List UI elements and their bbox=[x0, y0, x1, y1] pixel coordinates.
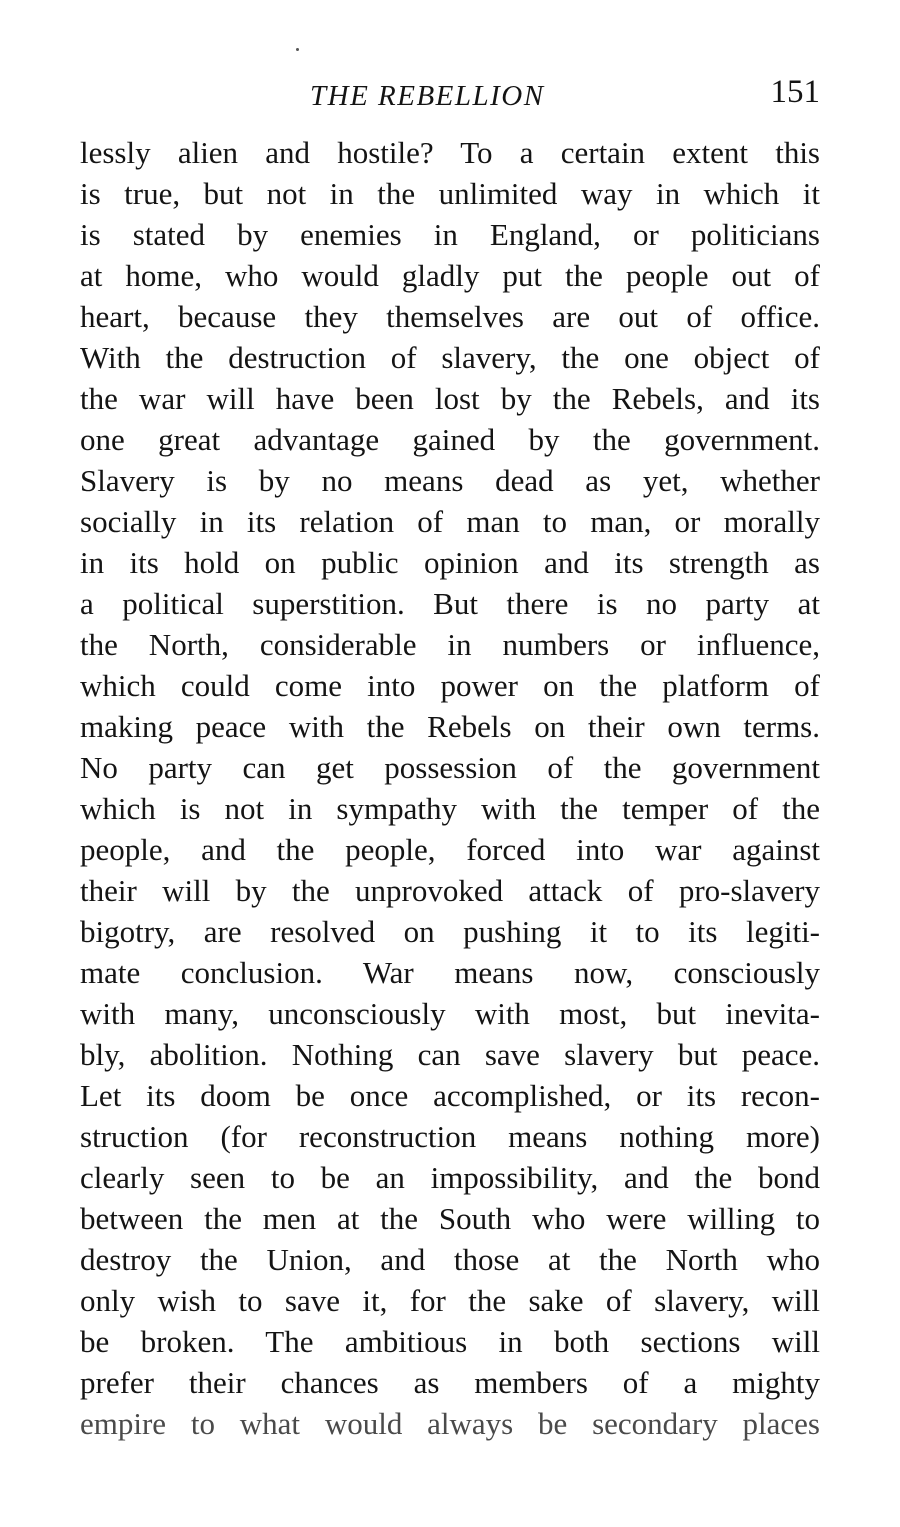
text-line: empire to what would always be secondary places bbox=[80, 1406, 820, 1441]
text-line: lessly alien and hostile? To a certain extent this bbox=[80, 135, 820, 170]
text-line: the war will have been lost by the Rebels, and its bbox=[80, 381, 820, 416]
body-text bbox=[80, 132, 820, 1444]
text-line: With the destruction of slavery, the one object of bbox=[80, 340, 820, 375]
text-line: prefer their chances as members of a mighty bbox=[80, 1365, 820, 1400]
text-line: making peace with the Rebels on their own terms. bbox=[80, 709, 820, 744]
text-line: is true, but not in the unlimited way in which it bbox=[80, 176, 820, 211]
text-line: which is not in sympathy with the temper of the bbox=[80, 791, 820, 826]
text-line: socially in its relation of man to man, or morally bbox=[80, 504, 820, 539]
text-line: bigotry, are resolved on pushing it to its legiti- bbox=[80, 914, 820, 949]
text-line: which could come into power on the platform of bbox=[80, 668, 820, 703]
text-line: heart, because they themselves are out of office. bbox=[80, 299, 820, 334]
text-line: in its hold on public opinion and its strength as bbox=[80, 545, 820, 580]
text-line: people, and the people, forced into war against bbox=[80, 832, 820, 867]
text-line: a political superstition. But there is no party at bbox=[80, 586, 820, 621]
text-line: is stated by enemies in England, or politicians bbox=[80, 217, 820, 252]
text-line: destroy the Union, and those at the North who bbox=[80, 1242, 820, 1277]
text-line: between the men at the South who were willing to bbox=[80, 1201, 820, 1236]
running-title: THE REBELLION bbox=[310, 80, 545, 112]
text-line: mate conclusion. War means now, consciously bbox=[80, 955, 820, 990]
text-line: at home, who would gladly put the people out of bbox=[80, 258, 820, 293]
text-line: the North, considerable in numbers or influence, bbox=[80, 627, 820, 662]
running-head bbox=[80, 72, 820, 122]
text-line: be broken. The ambitious in both sections will bbox=[80, 1324, 820, 1359]
text-line: struction (for reconstruction means nothing more) bbox=[80, 1119, 820, 1154]
text-line: only wish to save it, for the sake of slavery, will bbox=[80, 1283, 820, 1318]
text-line: Slavery is by no means dead as yet, whether bbox=[80, 463, 820, 498]
print-speck bbox=[296, 48, 299, 51]
text-line: clearly seen to be an impossibility, and the bond bbox=[80, 1160, 820, 1195]
text-line: bly, abolition. Nothing can save slavery but peace. bbox=[80, 1037, 820, 1072]
text-line: their will by the unprovoked attack of pro-slavery bbox=[80, 873, 820, 908]
text-line: No party can get possession of the government bbox=[80, 750, 820, 785]
text-line: with many, unconsciously with most, but inevita- bbox=[80, 996, 820, 1031]
page-number: 151 bbox=[770, 74, 820, 110]
text-line: one great advantage gained by the government. bbox=[80, 422, 820, 457]
text-line: Let its doom be once accomplished, or its recon- bbox=[80, 1078, 820, 1113]
